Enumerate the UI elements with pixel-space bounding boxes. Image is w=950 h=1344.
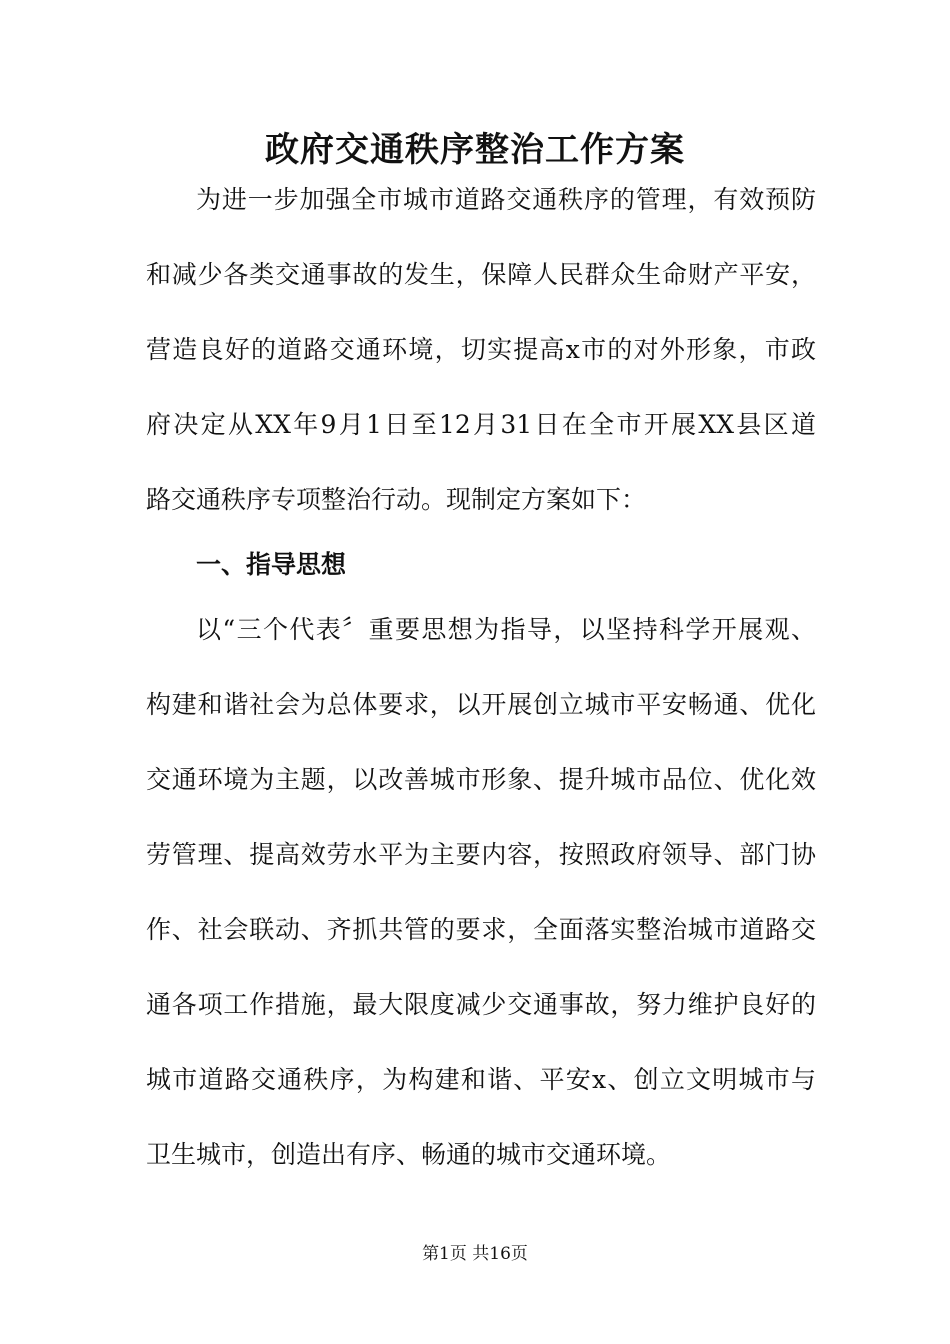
intro-line-3: 营造良好的道路交通环境，切实提高x市的对外形象，市政 bbox=[146, 335, 816, 364]
intro-line-4: 府决定从XX年9月1日至12月31日在全市开展XX县区道 bbox=[146, 410, 816, 439]
intro-line-5: 路交通秩序专项整治行动。现制定方案如下： bbox=[146, 485, 647, 514]
section1-line-6: 通各项工作措施，最大限度减少交通事故，努力维护良好的 bbox=[146, 990, 816, 1019]
section1-line-8: 卫生城市，创造出有序、畅通的城市交通环境。 bbox=[146, 1140, 672, 1169]
intro-line-1: 为进一步加强全市城市道路交通秩序的管理，有效预防 bbox=[196, 185, 816, 214]
section1-line-2: 构建和谐社会为总体要求，以开展创立城市平安畅通、优化 bbox=[146, 690, 816, 719]
section1-line-4: 劳管理、提高效劳水平为主要内容，按照政府领导、部门协 bbox=[146, 840, 816, 869]
document-title: 政府交通秩序整治工作方案 bbox=[265, 130, 685, 170]
section1-line-1: 以“三个代表〞重要思想为指导，以坚持科学开展观、 bbox=[196, 615, 816, 644]
section1-line-5: 作、社会联动、齐抓共管的要求，全面落实整治城市道路交 bbox=[146, 915, 816, 944]
page-number-footer: 第1页 共16页 bbox=[422, 1244, 528, 1264]
section1-line-7: 城市道路交通秩序，为构建和谐、平安x、创立文明城市与 bbox=[146, 1065, 816, 1094]
section1-line-3: 交通环境为主题，以改善城市形象、提升城市品位、优化效 bbox=[146, 765, 816, 794]
intro-line-2: 和减少各类交通事故的发生，保障人民群众生命财产平安， bbox=[146, 260, 816, 289]
section-heading-guiding-ideology: 一、指导思想 bbox=[196, 550, 347, 579]
